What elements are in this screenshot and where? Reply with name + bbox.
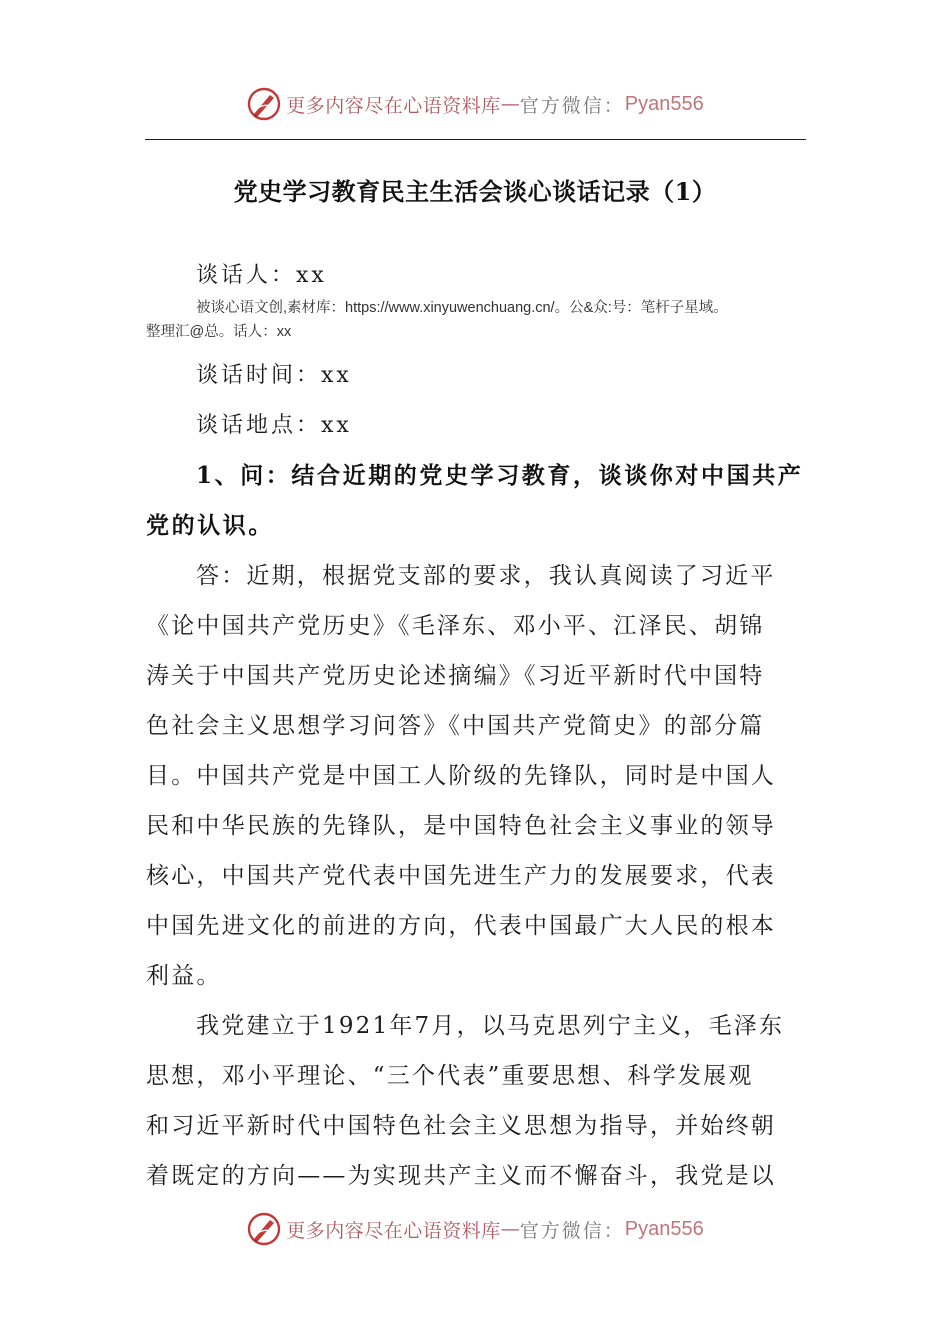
banner-wechat-label: 官方微信： (519, 94, 625, 117)
question-line-2: 党的认识。 (146, 512, 274, 539)
paragraph-line: 着既定的方向——为实现共产主义而不懈奋斗，我党是以 (146, 1163, 776, 1189)
header-divider (145, 139, 806, 140)
banner-main-text: 更多内容尽在心语资料库 (286, 1219, 501, 1242)
source-note-line-1: 被谈心语文创,素材库：https://www.xinyuwenchuang.cn/。公&众:号：笔杆子星域。 (196, 300, 728, 316)
document-title: 党史学习教育民主生活会谈心谈话记录（1） (233, 177, 717, 206)
answer-line: 涛关于中国共产党历史论述摘编》《习近平新时代中国特 (146, 663, 765, 689)
banner-dash: — (500, 1218, 520, 1240)
speaker-line: 谈话人：xx (196, 263, 327, 288)
source-note-line-2: 整理汇@总。话人：xx (146, 324, 292, 340)
answer-line: 中国先进文化的前进的方向，代表中国最广大人民的根本 (146, 913, 776, 939)
answer-line: 民和中华民族的先锋队，是中国特色社会主义事业的领导 (146, 813, 776, 839)
banner-dash: — (500, 93, 520, 115)
pen-logo-icon (246, 1211, 282, 1247)
answer-line: 利益。 (146, 963, 222, 989)
answer-line: 目。中国共产党是中国工人阶级的先锋队，同时是中国人 (146, 763, 776, 789)
paragraph-line: 思想，邓小平理论、“三个代表”重要思想、科学发展观 (146, 1063, 754, 1089)
place-line: 谈话地点：xx (196, 413, 352, 438)
header-banner (0, 82, 950, 126)
time-line: 谈话时间：xx (196, 363, 352, 388)
paragraph-line: 我党建立于1921年7月，以马克思列宁主义，毛泽东 (196, 1013, 785, 1039)
footer-banner (0, 1207, 950, 1251)
answer-line: 色社会主义思想学习问答》《中国共产党简史》的部分篇 (146, 713, 765, 739)
source-note (146, 296, 811, 344)
answer-line: 核心，中国共产党代表中国先进生产力的发展要求，代表 (146, 863, 776, 889)
paragraph-line: 和习近平新时代中国特色社会主义思想为指导，并始终朝 (146, 1113, 776, 1139)
banner-main-text: 更多内容尽在心语资料库 (286, 94, 501, 117)
banner-wechat-id: Pyan556 (624, 1217, 704, 1240)
banner-wechat-label: 官方微信： (519, 1219, 625, 1242)
answer-line: 答：近期，根据党支部的要求，我认真阅读了习近平 (196, 563, 776, 589)
question-line-1: 1、问：结合近期的党史学习教育，谈谈你对中国共产 (196, 462, 804, 489)
answer-line: 《论中国共产党历史》《毛泽东、邓小平、江泽民、胡锦 (146, 613, 765, 639)
pen-logo-icon (246, 86, 282, 122)
banner-wechat-id: Pyan556 (624, 92, 704, 115)
